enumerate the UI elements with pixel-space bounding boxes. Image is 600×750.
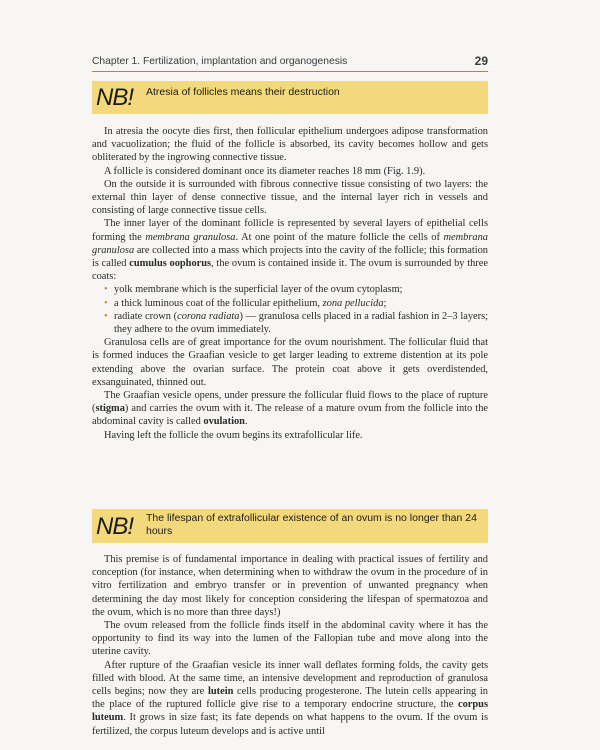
nb-callout-text: The lifespan of extrafollicular existence of an ovum is no longer than 24 hours	[146, 512, 477, 537]
term-italic: zona pellucida	[322, 297, 384, 309]
list-item: • a thick luminous coat of the follicular epithelium, zona pellucida;	[104, 297, 387, 309]
term-italic: membrana granulosa	[145, 231, 236, 243]
chapter-title: Chapter 1. Fertilization, implantation and organogenesis	[92, 56, 348, 67]
nb-logo: NB!	[96, 84, 134, 111]
paragraph: Having left the follicle the ovum begins its extrafollicular life.	[104, 429, 363, 441]
paragraph: A follicle is considered dominant once its diameter reaches 18 mm (Fig. 1.9).	[104, 165, 426, 177]
list-item: • radiate crown (corona radiata) — granulosa cells placed in a radial fashion in 2–3 layers; they adhere to the ovum immediately.	[104, 310, 489, 336]
paragraph: On the outside it is surrounded with fibrous connective tissue consisting of two layers: the external thin layer of dense connective tissue, and the internal layer rich in vessels and consisting of large connective tissue cells.	[92, 178, 488, 217]
bullet-icon: •	[104, 284, 108, 296]
nb-logo: NB!	[96, 513, 134, 540]
running-header	[92, 55, 488, 72]
paragraph: Granulosa cells are of great importance for the ovum nourishment. The follicular fluid that is formed induces the Graafian vesicle to get larger leading to extreme distention at its pole extending above the ovarian surface. The protein coat above it gets overdistended, exsanguinated, thinned out.	[92, 337, 488, 388]
paragraph: After rupture of the Graafian vesicle its inner wall deflates forming folds, the cavity gets filled with blood. At the same time, an intensive development and reproduction of granulosa cells begins; now they are lutein cells producing progesterone. The lutein cells appearing in the place of the ruptured follicle give rise to a temporary endocrine structure, the corpus luteum. It grows in size fast; its fate depends on what happens to the ovum. If the ovum is fertilized, the corpus luteum develops and is active until	[92, 659, 488, 737]
bullet-icon: •	[104, 297, 108, 309]
paragraph: The inner layer of the dominant follicle is represented by several layers of epithelial cells forming the membrana granulosa. At one point of the mature follicle the cells of membrana granulosa are collected into a mass which projects into the cavity of the follicle; this formation is called cumulus oophorus, the ovum is contained inside it. The ovum is surrounded by three coats:	[92, 218, 488, 283]
term-italic: corona radiata	[177, 310, 240, 322]
coat-list	[92, 283, 488, 336]
term-bold: cumulus oophorus	[129, 258, 212, 270]
nb-callout-atresia	[92, 81, 488, 114]
term-italic: membrana granulosa	[92, 231, 488, 256]
list-item: • yolk membrane which is the superficial layer of the ovum cytoplasm;	[104, 284, 403, 296]
section-atresia-text	[92, 125, 488, 442]
term-bold: ovulation	[203, 416, 245, 428]
section-ovum-lifespan-text	[92, 553, 488, 738]
page-number: 29	[474, 54, 488, 68]
nb-callout-lifespan	[92, 509, 488, 543]
nb-callout-text: Atresia of follicles means their destruction	[146, 86, 340, 98]
term-bold: lutein	[207, 686, 234, 698]
term-bold: stigma	[95, 403, 125, 415]
term-bold: corpus luteum	[92, 699, 488, 724]
bullet-icon: •	[104, 310, 108, 322]
paragraph: In atresia the oocyte dies first, then follicular epithelium undergoes adipose transformation and vacuolization; the fluid of the follicle is absorbed, its cavity becomes hollow and gets obliterated by the ingrowing connective tissue.	[92, 126, 488, 164]
paragraph: The ovum released from the follicle finds itself in the abdominal cavity where it has the opportunity to find its way into the lumen of the Fallopian tube and move along into the uterine cavity.	[92, 620, 488, 658]
paragraph: The Graafian vesicle opens, under pressure the follicular fluid flows to the place of rupture (stigma) and carries the ovum with it. The release of a mature ovum from the follicle into the abdominal cavity is called ovulation.	[92, 390, 488, 428]
paragraph: This premise is of fundamental importance in dealing with practical issues of fertility and conception (for instance, when determining when to withdraw the ovum in the procedure of in vitro fertilization and embryo transfer or in prevention of unwanted pregnancy when determining the day most likely for conception considering the lifespan of spermatozoa and the ovum, which is no more than three days!)	[92, 554, 488, 618]
